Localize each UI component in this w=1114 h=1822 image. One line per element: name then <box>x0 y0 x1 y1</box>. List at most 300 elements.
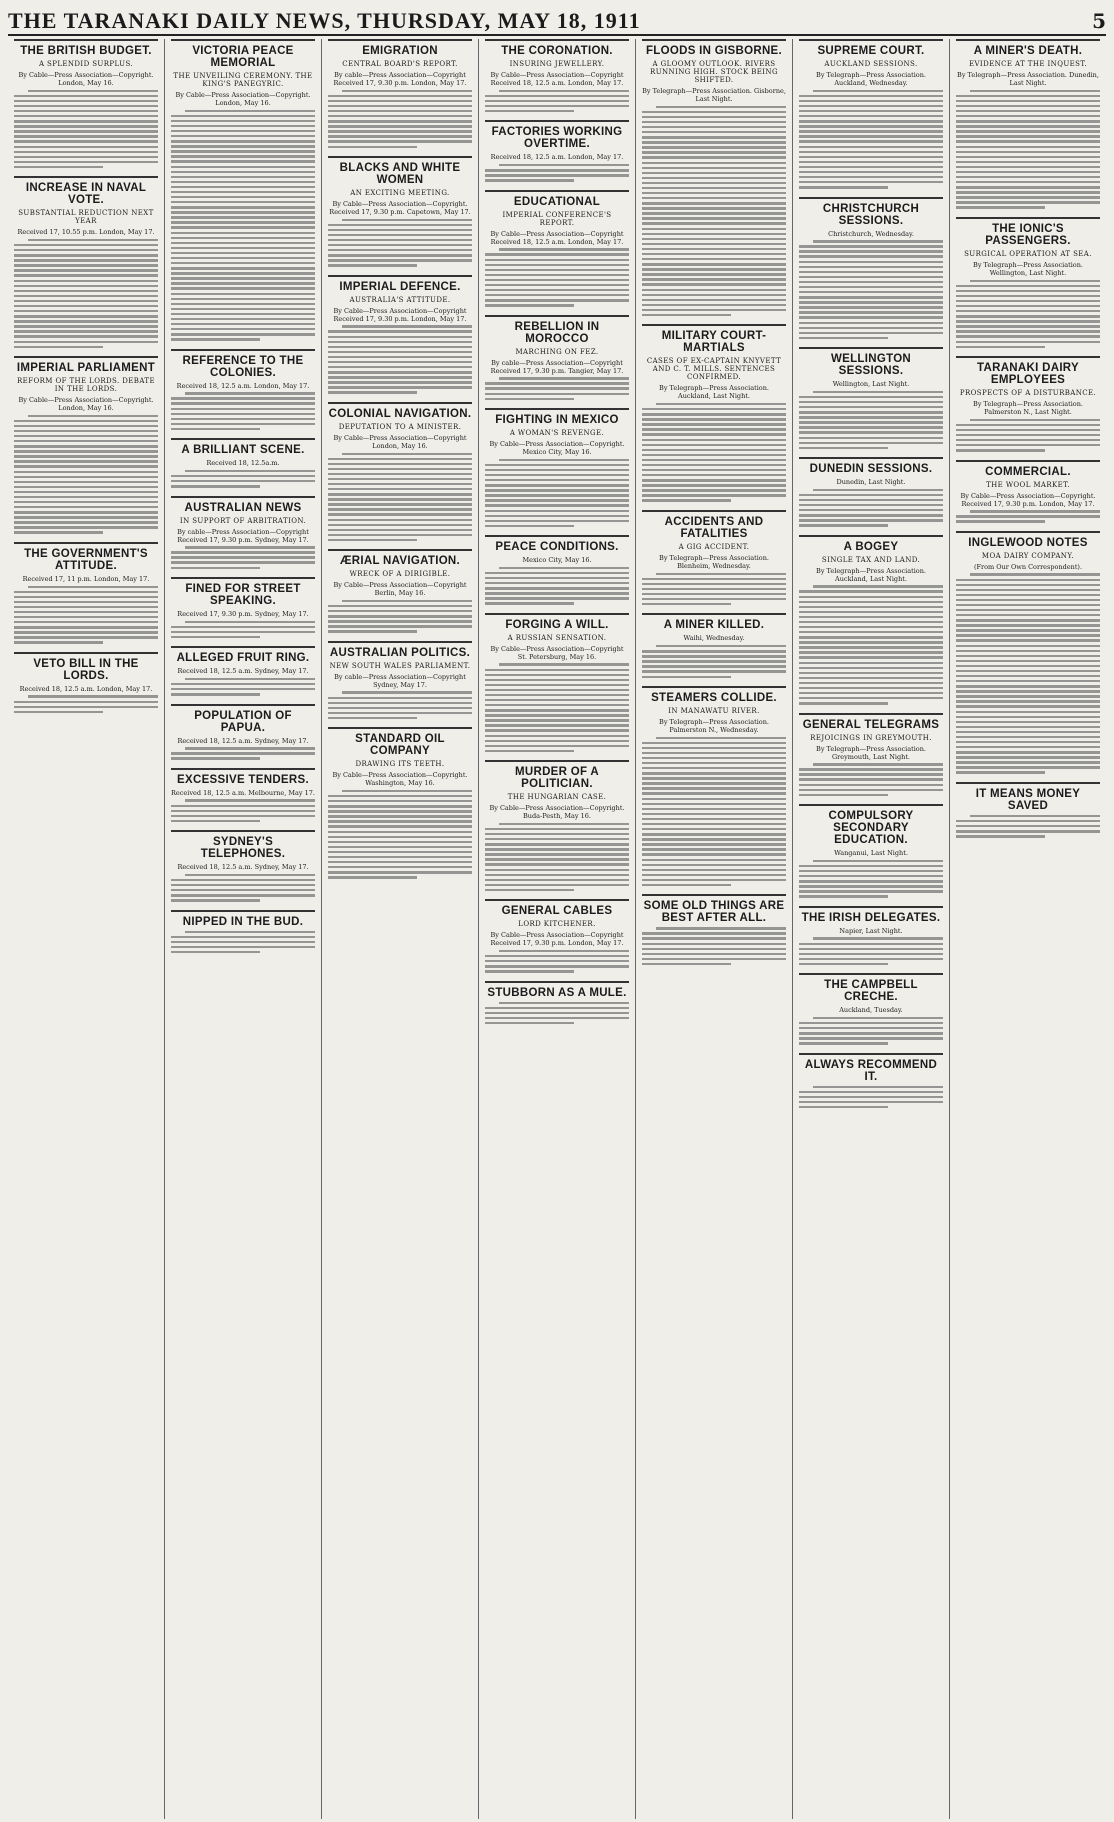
article-text-line <box>970 419 1100 421</box>
article-text-line <box>642 879 786 881</box>
article-text-line <box>799 662 943 664</box>
article-text-line <box>14 460 158 462</box>
article-text-line <box>14 701 158 703</box>
article-text-line <box>799 1106 888 1108</box>
article-text-line <box>328 244 472 246</box>
article-text-line <box>499 567 629 569</box>
article-text-line <box>14 341 158 343</box>
article-text-line <box>14 440 158 442</box>
article-text-line <box>799 651 943 653</box>
article-dateline: By Cable—Press Association—Copyright Received 17, 9.30 p.m. London, May 17. <box>490 931 624 948</box>
article-text-line <box>956 604 1100 606</box>
article <box>171 577 315 638</box>
article-text-line <box>485 853 629 855</box>
article <box>485 408 629 527</box>
article-text-line <box>328 224 472 226</box>
article-text-line <box>485 95 629 97</box>
article <box>14 542 158 644</box>
article-text-line <box>799 646 943 648</box>
article-headline: MILITARY COURT-MARTIALS <box>642 324 786 354</box>
article-dateline: By Cable—Press Association—Copyright. Mexico City, May 16. <box>489 440 625 457</box>
article <box>485 535 629 605</box>
article-text-line <box>485 393 629 395</box>
article-text-line <box>171 397 315 399</box>
article-text-line <box>956 444 1100 446</box>
article-text-line <box>171 879 315 881</box>
article-text-line <box>485 735 629 737</box>
article-text-line <box>14 621 158 623</box>
article-text-line <box>642 665 786 667</box>
article-text-line <box>956 741 1100 743</box>
article-text-line <box>642 202 786 204</box>
article <box>171 438 315 487</box>
article-text-line <box>956 285 1100 287</box>
article-text-line <box>328 125 472 127</box>
article-text-line <box>14 435 158 437</box>
article-text-line <box>485 577 629 579</box>
article-text-line <box>14 606 158 608</box>
article-text-line <box>171 308 315 310</box>
article-text-line <box>328 135 472 137</box>
article-text-line <box>328 105 472 107</box>
article-text-line <box>14 420 158 422</box>
article-text-line <box>956 449 1045 451</box>
article <box>171 704 315 760</box>
article-text-line <box>14 285 158 287</box>
article-text-line <box>956 135 1100 137</box>
article-subheading: DEPUTATION TO A MINISTER. <box>338 422 462 431</box>
article-text-line <box>642 162 786 164</box>
article-headline: FLOODS IN GISBORNE. <box>642 39 786 57</box>
article-text-line <box>956 434 1100 436</box>
article-text-line <box>642 283 786 285</box>
article-subheading: IMPERIAL CONFERENCE'S REPORT. <box>502 210 612 227</box>
news-columns <box>8 39 1106 1819</box>
article-text-line <box>799 266 943 268</box>
article-dateline: By Telegraph—Press Association. Gisborne, Last Night. <box>642 87 786 103</box>
article <box>642 510 786 606</box>
article-text-line <box>970 573 1100 575</box>
article-text-line <box>328 95 472 97</box>
article-headline: STEAMERS COLLIDE. <box>642 686 786 704</box>
article-text-line <box>14 95 158 97</box>
article-headline: A BOGEY <box>799 535 943 553</box>
article-text-line <box>485 724 629 726</box>
article-text-line <box>956 629 1100 631</box>
article-subheading: THE UNVEILING CEREMONY. THE KING'S PANEGYRIC. <box>173 72 313 88</box>
article-text-line <box>171 951 260 953</box>
article-text-line <box>799 768 943 770</box>
article-text-line <box>328 795 472 797</box>
article-text-line <box>328 519 472 521</box>
article <box>642 686 786 886</box>
article-text-line <box>328 800 472 802</box>
article-text-line <box>485 494 629 496</box>
article-text-line <box>485 289 629 291</box>
article-text-line <box>642 444 786 446</box>
article-text-line <box>485 602 574 604</box>
article-dateline: By Cable—Press Association—Copyright St. Petersburg, May 16. <box>490 644 624 661</box>
article-text-line <box>328 234 472 236</box>
article-text-line <box>171 480 315 482</box>
article-text-line <box>485 169 629 171</box>
article-dateline: By Telegraph—Press Association. Auckland, Last Night. <box>659 384 769 401</box>
article-text-line <box>642 217 786 219</box>
article-subheading: WRECK OF A DIRIGIBLE. <box>349 570 451 579</box>
article-text-line <box>956 95 1100 97</box>
article-dateline: Received 17, 9.30 p.m. Sydney, May 17. <box>177 609 309 618</box>
article-text-line <box>956 820 1100 822</box>
article-headline: THE CAMPBELL CRECHE. <box>799 973 943 1003</box>
article-text-line <box>642 869 786 871</box>
article-text-line <box>14 274 158 276</box>
article-text-line <box>14 161 158 163</box>
article-text-line <box>799 296 943 298</box>
article-text-line <box>14 596 158 598</box>
article-text-line <box>328 615 472 617</box>
article-text-line <box>799 789 943 791</box>
article-text-line <box>14 346 103 348</box>
news-column <box>950 39 1106 1819</box>
article-text-line <box>642 423 786 425</box>
article-text-line <box>956 685 1100 687</box>
article-text-line <box>14 100 158 102</box>
article-text-line <box>185 546 315 548</box>
article-dateline: Auckland, Tuesday. <box>839 1006 903 1015</box>
news-column <box>165 39 322 1819</box>
article-text-line <box>14 305 158 307</box>
article-text-line <box>14 531 103 533</box>
article-text-line <box>171 561 315 563</box>
article-text-line <box>799 948 943 950</box>
article-text-line <box>956 166 1100 168</box>
article-text-line <box>485 874 629 876</box>
article <box>171 349 315 431</box>
article-text-line <box>642 141 786 143</box>
article-text-line <box>171 313 315 315</box>
article-text-line <box>956 716 1100 718</box>
article-text-line <box>485 100 629 102</box>
article-text-line <box>328 386 472 388</box>
article-text-line <box>171 247 315 249</box>
article-headline: EDUCATIONAL <box>485 190 629 208</box>
article <box>485 981 629 1025</box>
article-text-line <box>799 401 943 403</box>
article-text-line <box>956 115 1100 117</box>
article-text-line <box>171 556 315 558</box>
article-text-line <box>171 820 260 822</box>
article-text-line <box>14 506 158 508</box>
article-text-line <box>642 449 786 451</box>
article-subheading: THE WOOL MARKET. <box>986 480 1070 489</box>
article-text-line <box>813 1017 943 1019</box>
article-text-line <box>799 110 943 112</box>
article-text-line <box>799 963 888 965</box>
article-text-line <box>171 140 315 142</box>
article-text-line <box>956 670 1100 672</box>
article-dateline: By cable—Press Association—Copyright Received 17, 9.30 p.m. Sydney, May 17. <box>177 527 309 544</box>
article-text-line <box>642 192 786 194</box>
article-text-line <box>799 784 943 786</box>
article-text-line <box>799 447 888 449</box>
article-text-line <box>485 504 629 506</box>
article-text-line <box>328 115 472 117</box>
article-text-line <box>799 682 943 684</box>
article-text-line <box>799 271 943 273</box>
article-dateline: Waihi, Wednesday. <box>683 634 745 643</box>
article <box>799 197 943 340</box>
article-text-line <box>642 489 786 491</box>
article-text-line <box>642 593 786 595</box>
article-text-line <box>799 953 943 955</box>
article-headline: POPULATION OF PAPUA. <box>171 704 315 734</box>
article-text-line <box>171 206 315 208</box>
article-text-line <box>799 865 943 867</box>
article-text-line <box>642 233 786 235</box>
article-text-line <box>14 471 158 473</box>
article-text-line <box>171 402 315 404</box>
article-text-line <box>642 494 786 496</box>
news-column <box>322 39 479 1819</box>
article-text-line <box>642 469 786 471</box>
article-text-line <box>14 120 158 122</box>
article-text-line <box>328 625 472 627</box>
article-text-line <box>642 167 786 169</box>
article-text-line <box>485 694 629 696</box>
article-text-line <box>328 524 472 526</box>
article-text-line <box>642 823 786 825</box>
article-text-line <box>499 248 629 250</box>
article-text-line <box>956 650 1100 652</box>
article-headline: REFERENCE TO THE COLONIES. <box>171 349 315 379</box>
article-text-line <box>799 687 943 689</box>
article-text-line <box>14 300 158 302</box>
article-text-line <box>28 239 158 241</box>
article <box>642 324 786 502</box>
article-dateline: Received 17, 11 p.m. London, May 17. <box>22 574 150 583</box>
article-text-line <box>642 207 786 209</box>
article-text-line <box>328 861 472 863</box>
article-headline: COLONIAL NAVIGATION. <box>328 402 472 420</box>
article-text-line <box>956 424 1100 426</box>
article-text-line <box>14 264 158 266</box>
article-text-line <box>171 257 315 259</box>
article-text-line <box>956 146 1100 148</box>
article-text-line <box>956 660 1100 662</box>
article-text-line <box>485 848 629 850</box>
article-text-line <box>171 166 315 168</box>
article-text-line <box>813 90 943 92</box>
article-text-line <box>799 697 943 699</box>
article-text-line <box>642 299 786 301</box>
article <box>956 460 1100 523</box>
article-text-line <box>14 254 158 256</box>
article-text-line <box>642 943 786 945</box>
article-text-line <box>956 705 1100 707</box>
article-text-line <box>328 805 472 807</box>
article-text-line <box>799 442 943 444</box>
article-text-line <box>642 813 786 815</box>
article-text-line <box>14 295 158 297</box>
article-text-line <box>642 474 786 476</box>
article-text-line <box>342 790 472 792</box>
article-text-line <box>799 590 943 592</box>
article-text-line <box>799 509 943 511</box>
article-text-line <box>171 186 315 188</box>
article <box>799 457 943 527</box>
article-text-line <box>956 125 1100 127</box>
article-text-line <box>171 282 315 284</box>
article-text-line <box>14 325 158 327</box>
article-text-line <box>799 641 943 643</box>
article-text-line <box>956 100 1100 102</box>
article-text-line <box>171 293 315 295</box>
masthead <box>8 8 1106 36</box>
article-text-line <box>485 469 629 471</box>
article-text-line <box>799 1027 943 1029</box>
article-text-line <box>485 274 629 276</box>
article-text-line <box>328 851 472 853</box>
article-text-line <box>642 111 786 113</box>
article-text-line <box>799 885 943 887</box>
article-text-line <box>171 941 315 943</box>
article-text-line <box>171 160 315 162</box>
article-text-line <box>328 468 472 470</box>
article-text-line <box>956 675 1100 677</box>
article <box>799 1053 943 1109</box>
article-text-line <box>171 815 315 817</box>
article-headline: FORGING A WILL. <box>485 613 629 631</box>
article-headline: ALLEGED FRUIT RING. <box>171 646 315 664</box>
article-dateline: Christchurch, Wednesday. <box>828 229 914 238</box>
article-text-line <box>642 289 786 291</box>
article-text-line <box>970 510 1100 512</box>
article <box>14 176 158 348</box>
article-text-line <box>14 601 158 603</box>
article-text-line <box>642 650 786 652</box>
article-text-line <box>485 520 629 522</box>
article-text-line <box>642 439 786 441</box>
article <box>328 641 472 719</box>
article-text-line <box>799 176 943 178</box>
article-text-line <box>171 216 315 218</box>
article-subheading: EVIDENCE AT THE INQUEST. <box>968 60 1088 68</box>
article-text-line <box>956 619 1100 621</box>
article <box>485 613 629 752</box>
article-headline: INCREASE IN NAVAL VOTE. <box>14 176 158 206</box>
article-text-line <box>799 146 943 148</box>
article-text-line <box>799 327 943 329</box>
article-text-line <box>485 719 629 721</box>
article-text-line <box>799 161 943 163</box>
article-text-line <box>485 684 629 686</box>
article-dateline: By Telegraph—Press Association. Auckland, Wednesday. <box>816 71 926 87</box>
article-text-line <box>328 707 472 709</box>
article-text-line <box>642 588 786 590</box>
article-text-line <box>171 287 315 289</box>
article-text-line <box>171 181 315 183</box>
article-text-line <box>642 676 731 678</box>
article-text-line <box>799 667 943 669</box>
article-dateline: Received 18, 12.5 a.m. London, May 17. <box>19 684 153 693</box>
article-text-line <box>970 90 1100 92</box>
article-text-line <box>485 174 629 176</box>
article-text-line <box>485 484 629 486</box>
article-text-line <box>642 937 786 939</box>
article-text-line <box>328 866 472 868</box>
article-text-line <box>642 479 786 481</box>
article-text-line <box>171 130 315 132</box>
article-text-line <box>28 90 158 92</box>
article-text-line <box>642 304 786 306</box>
article <box>14 39 158 168</box>
article-dateline: (From Our Own Correspondent). <box>973 562 1083 571</box>
article-headline: AUSTRALIAN POLITICS. <box>328 641 472 659</box>
article-text-line <box>642 963 731 965</box>
article-text-line <box>799 656 943 658</box>
article-dateline: By Cable—Press Association—Copyright. London, May 16. <box>18 71 154 87</box>
article-text-line <box>799 156 943 158</box>
article-text-line <box>171 226 315 228</box>
article-text-line <box>813 937 943 939</box>
article-text-line <box>956 594 1100 596</box>
article-text-line <box>642 464 786 466</box>
article-text-line <box>171 176 315 178</box>
article-text-line <box>14 476 158 478</box>
article-text-line <box>171 191 315 193</box>
article-dateline: By Cable—Press Association—Copyright Berlin, May 16. <box>333 581 467 598</box>
article <box>171 496 315 569</box>
article-text-line <box>956 196 1100 198</box>
article-text-line <box>14 425 158 427</box>
article <box>799 535 943 705</box>
article <box>956 39 1100 209</box>
article <box>171 830 315 901</box>
article-dateline: Received 18, 12.5 a.m. Sydney, May 17. <box>177 736 309 745</box>
article-text-line <box>642 833 786 835</box>
article-text-line <box>185 621 315 623</box>
article-text-line <box>956 186 1100 188</box>
article-text-line <box>956 645 1100 647</box>
article-text-line <box>499 1002 629 1004</box>
article-text-line <box>342 600 472 602</box>
article-text-line <box>14 140 158 142</box>
article-text-line <box>799 426 943 428</box>
article-text-line <box>956 599 1100 601</box>
article-text-line <box>171 688 315 690</box>
article-text-line <box>956 825 1100 827</box>
article-headline: MURDER OF A POLITICIAN. <box>485 760 629 790</box>
article-text-line <box>328 856 472 858</box>
article-text-line <box>642 418 786 420</box>
article-text-line <box>642 583 786 585</box>
article-text-line <box>799 437 943 439</box>
article-dateline: By Cable—Press Association—Copyright Received 18, 12.5 a.m. London, May 17. <box>490 71 624 87</box>
article-text-line <box>813 391 943 393</box>
article-text-line <box>956 700 1100 702</box>
article-text-line <box>328 478 472 480</box>
article-text-line <box>956 665 1100 667</box>
article-text-line <box>485 179 574 181</box>
article-headline: THE BRITISH BUDGET. <box>14 39 158 57</box>
article-dateline: Received 18, 12.5 a.m. Sydney, May 17. <box>177 667 309 676</box>
article-text-line <box>171 936 315 938</box>
article-text-line <box>14 259 158 261</box>
article-text-line <box>171 423 315 425</box>
article <box>799 39 943 189</box>
article-text-line <box>485 398 574 400</box>
article-text-line <box>485 699 629 701</box>
